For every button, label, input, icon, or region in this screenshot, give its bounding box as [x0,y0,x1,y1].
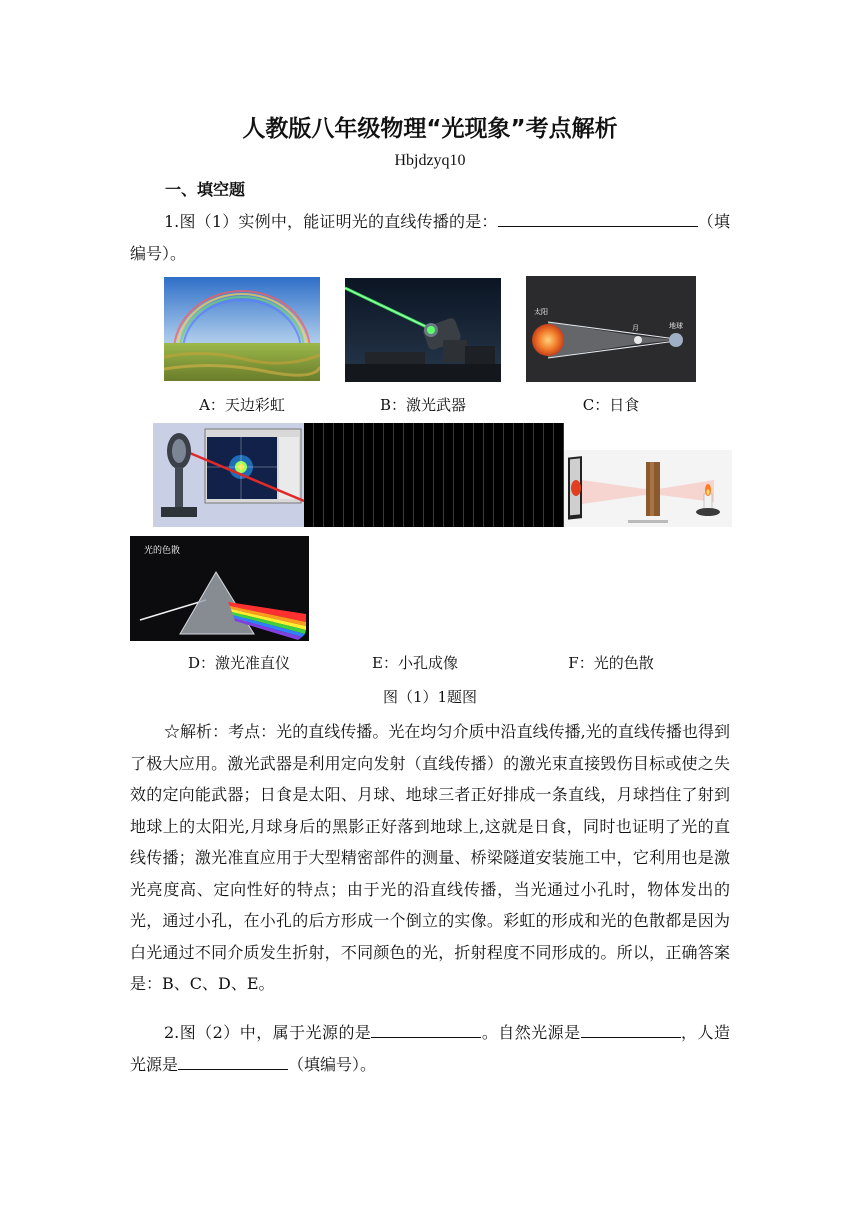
question-1-text: 1.图（1）实例中，能证明光的直线传播的是： [164,212,498,231]
answer-blank-2c [178,1051,288,1070]
question-1 [130,206,730,269]
answer-blank-2a [371,1019,481,1038]
earth-label: 地球 [669,322,683,330]
question-1-suffix: （填编号）。 [130,212,730,263]
moon-label: 月 [632,324,639,332]
question-2-artificial: ，人造光源是 [130,1023,730,1074]
answer-blank-1 [498,208,698,227]
caption-b: B：激光武器 [379,396,467,414]
question-2-natural: 。自然光源是 [481,1023,581,1042]
author-line: Hbjdzyq10 [394,152,466,169]
pinhole-imaging-image [304,423,564,527]
figure-caption: 图（1）1题图 [382,688,478,706]
question-2-text: 2.图（2）中，属于光源的是 [164,1023,372,1042]
caption-c: C：日食 [582,396,640,414]
caption-e: E：小孔成像 [372,654,458,672]
caption-a: A：天边彩虹 [199,396,285,414]
section-heading: 一、填空题 [165,180,246,199]
caption-d: D：激光准直仪 [187,654,291,672]
laser-collimator-image [153,423,304,527]
prism-title-label: 光的色散 [144,546,181,556]
answer-blank-2b [581,1019,681,1038]
pinhole-camera-image [564,450,732,527]
sun-label: 太阳 [534,308,548,316]
question-2 [130,1017,730,1080]
question-2-suffix: （填编号）。 [288,1054,377,1074]
document-title: 人教版八年级物理“光现象”考点解析 [242,116,618,142]
prism-dispersion-image [130,536,309,641]
laser-weapon-image [345,278,501,382]
solar-eclipse-image [526,276,696,382]
caption-f: F：光的色散 [568,654,654,672]
rainbow-image [164,277,320,381]
analysis-paragraph: ☆解析：考点：光的直线传播。光在均匀介质中沿直线传播,光的直线传播也得到了极大应用。激光武器是利用定向发射（直线传播）的激光束直接毁伤目标或使之失效的定向能武器；日食是太阳、月球、地球三者正好排成一条直线，月球挡住了射到地球上的太阳光,月球身后的黑影正好落到地球上,这就是日食，同时也证明了光的直线传播；激光准直应用于大型精密部件的测量、桥梁隧道安装施工中，它利用也是激光亮度高、定向性好的特点；由于光的沿直线传播，当光通过小孔时，物体发出的光，通过小孔，在小孔的后方形成一个倒立的实像。彩虹的形成和光的色散都是因为白光通过不同介质发生折射，不同颜色的光，折射程度不同形成的。所以，正确答案是：B、C、D、E。 [130,722,730,993]
